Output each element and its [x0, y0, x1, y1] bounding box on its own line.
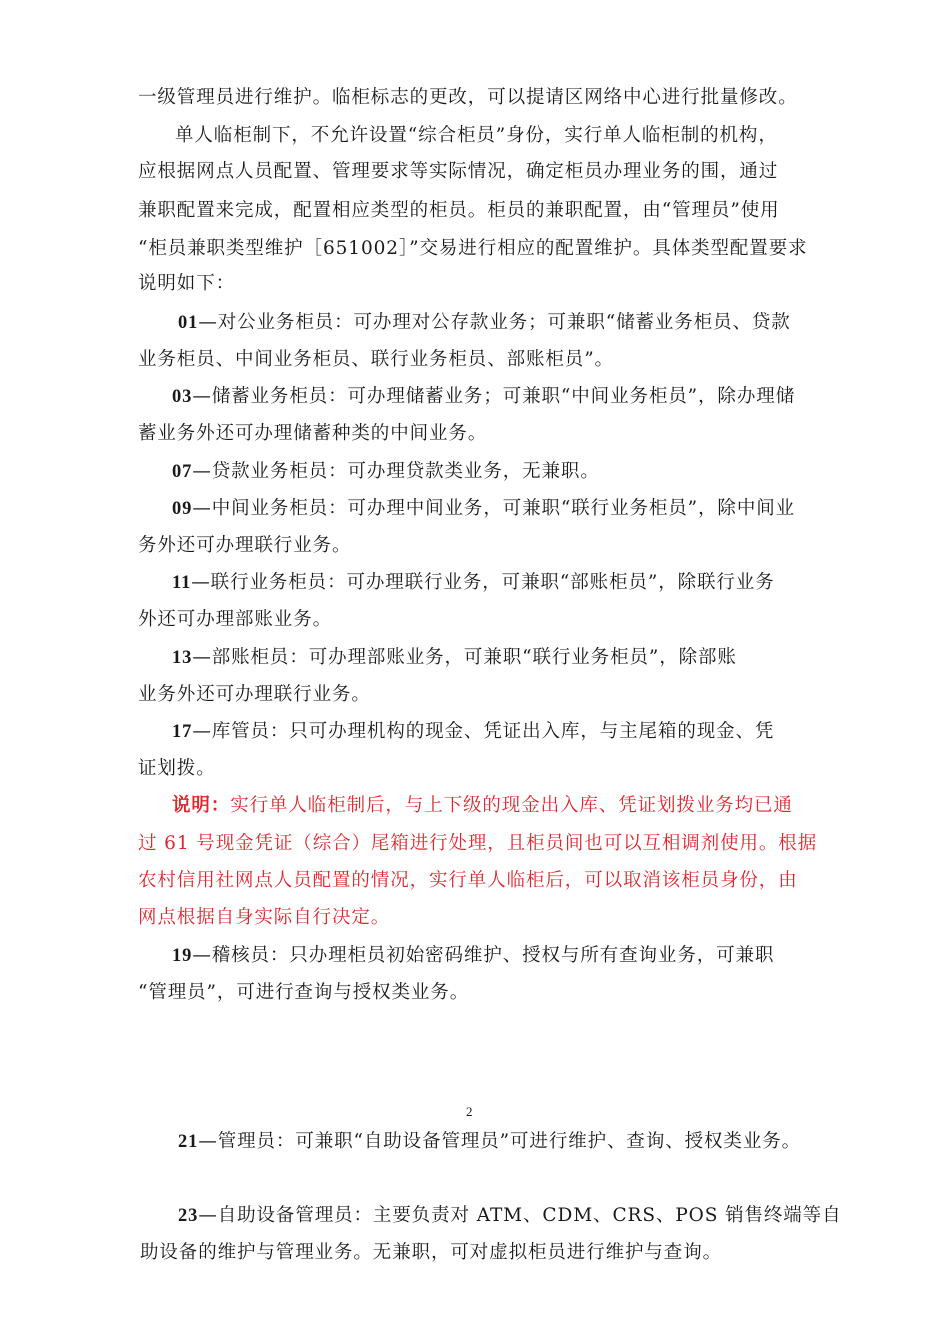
text-line: 说明如下： [138, 273, 236, 294]
item-code: 01 [178, 313, 199, 333]
item-code: 11 [172, 573, 192, 593]
item-09 [172, 497, 795, 521]
text-line: 证划拨。 [138, 758, 216, 779]
note-line: 网点根据自身实际自行决定。 [138, 907, 391, 928]
text-line: 兼职配置来完成，配置相应类型的柜员。柜员的兼职配置，由“管理员”使用 [138, 200, 780, 221]
item-code: 23 [178, 1206, 199, 1226]
note-line: 农村信用社网点人员配置的情况，实行单人临柜后，可以取消该柜员身份，由 [138, 870, 798, 891]
item-19 [172, 944, 774, 968]
item-text: —稽核员：只办理柜员初始密码维护、授权与所有查询业务，可兼职 [192, 945, 775, 966]
item-text: —贷款业务柜员：可办理贷款类业务，无兼职。 [192, 461, 600, 482]
item-17 [172, 720, 774, 744]
text-line: 单人临柜制下，不允许设置“综合柜员”身份，实行单人临柜制的机构， [175, 125, 778, 146]
item-03 [172, 385, 795, 409]
text-line: 业务柜员、中间业务柜员、联行业务柜员、部账柜员”。 [138, 349, 614, 370]
note-line: 过 61 号现金凭证（综合）尾箱进行处理，且柜员间也可以互相调剂使用。根据 [138, 833, 818, 854]
text-line: 应根据网点人员配置、管理要求等实际情况，确定柜员办理业务的围，通过 [138, 161, 779, 182]
text-line: 业务外还可办理联行业务。 [138, 684, 371, 705]
item-code: 13 [172, 648, 193, 668]
note-line [172, 794, 793, 818]
item-text: —部账柜员：可办理部账业务，可兼职“联行业务柜员”，除部账 [192, 647, 737, 668]
item-01 [178, 311, 791, 335]
item-21 [178, 1130, 801, 1154]
text-line: 务外还可办理联行业务。 [138, 535, 352, 556]
text-line: “柜员兼职类型维护［651002］”交易进行相应的配置维护。具体类型配置要求 [138, 238, 808, 259]
item-text: —联行业务柜员：可办理联行业务，可兼职“部账柜员”，除联行业务 [191, 572, 775, 593]
text-line: 一级管理员进行维护。临柜标志的更改，可以提请区网络中心进行批量修改。 [138, 87, 798, 108]
item-11 [172, 571, 775, 595]
item-07 [172, 460, 600, 484]
item-text: —中间业务柜员：可办理中间业务，可兼职“联行业务柜员”，除中间业 [192, 498, 796, 519]
item-23 [178, 1204, 841, 1228]
item-text: —对公业务柜员：可办理对公存款业务；可兼职“储蓄业务柜员、贷款 [198, 312, 791, 333]
item-text: —库管员：只可办理机构的现金、凭证出入库，与主尾箱的现金、凭 [192, 721, 775, 742]
text-line: 外还可办理部账业务。 [138, 609, 333, 630]
item-code: 21 [178, 1132, 199, 1152]
text-line: 蓄业务外还可办理储蓄种类的中间业务。 [138, 423, 488, 444]
item-text: —自助设备管理员：主要负责对 ATM、CDM、CRS、POS 销售终端等自 [198, 1205, 842, 1226]
item-code: 03 [172, 387, 193, 407]
text-line: “管理员”，可进行查询与授权类业务。 [138, 982, 470, 1003]
text-line: 助设备的维护与管理业务。无兼职，可对虚拟柜员进行维护与查询。 [140, 1242, 723, 1263]
item-13 [172, 646, 737, 670]
item-text: —管理员：可兼职“自助设备管理员”可进行维护、查询、授权类业务。 [198, 1131, 802, 1152]
note-text: 实行单人临柜制后，与上下级的现金出入库、凭证划拨业务均已通 [230, 795, 793, 816]
note-label: 说明： [172, 796, 231, 816]
item-code: 07 [172, 462, 193, 482]
item-text: —储蓄业务柜员：可办理储蓄业务；可兼职“中间业务柜员”，除办理储 [192, 386, 796, 407]
item-code: 17 [172, 722, 193, 742]
item-code: 19 [172, 946, 193, 966]
item-code: 09 [172, 499, 193, 519]
page-number: 2 [466, 1104, 473, 1119]
